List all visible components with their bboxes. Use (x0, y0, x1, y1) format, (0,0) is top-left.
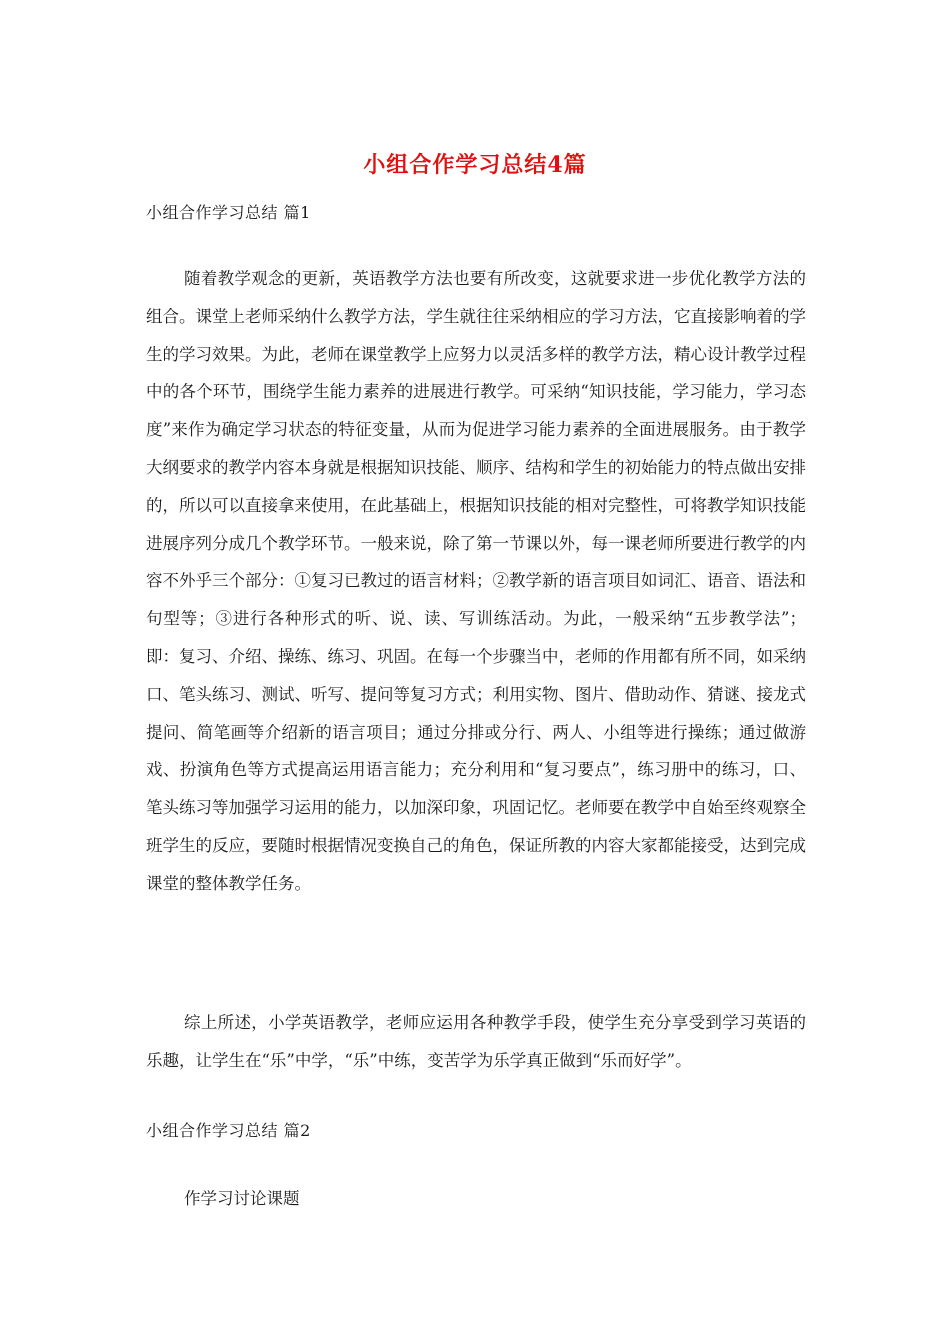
section-heading-2: 小组合作学习总结 篇2 (146, 1121, 311, 1140)
section-1-paragraph-1: 随着教学观念的更新，英语教学方法也要有所改变，这就要求进一步优化教学方法的组合。课堂上老师采纳什么教学方法，学生就往往采纳相应的学习方法，它直接影响着的学生的学习效果。为此，老师在课堂教学上应努力以灵活多样的教学方法，精心设计教学过程中的各个环节，围绕学生能力素养的进展进行教学。可采纳“知识技能，学习能力，学习态度”来作为确定学习状态的特征变量，从而为促进学习能力素养的全面进展服务。由于教学大纲要求的教学内容本身就是根据知识技能、顺序、结构和学生的初始能力的特点做出安排的，所以可以直接拿来使用，在此基础上，根据知识技能的相对完整性，可将教学知识技能进展序列分成几个教学环节。一般来说，除了第一节课以外，每一课老师所要进行教学的内容不外乎三个部分：①复习已教过的语言材料；②教学新的语言项目如词汇、语音、语法和句型等；③进行各种形式的听、说、读、写训练活动。为此，一般采纳“五步教学法”；即：复习、介绍、操练、练习、巩固。在每一个步骤当中，老师的作用都有所不同，如采纳口、笔头练习、测试、听写、提问等复习方式；利用实物、图片、借助动作、猜谜、接龙式提问、简笔画等介绍新的语言项目；通过分排或分行、两人、小组等进行操练；通过做游戏、扮演角色等方式提高运用语言能力；充分利用和“复习要点”，练习册中的练习，口、笔头练习等加强学习运用的能力，以加深印象，巩固记忆。老师要在教学中自始至终观察全班学生的反应，要随时根据情况变换自己的角色，保证所教的内容大家都能接受，达到完成课堂的整体教学任务。 (146, 269, 806, 893)
document-title: 小组合作学习总结4篇 (363, 152, 587, 178)
section-2-paragraph-1: 作学习讨论课题 (184, 1189, 300, 1208)
section-heading-1: 小组合作学习总结 篇1 (146, 203, 311, 222)
section-1-paragraph-2: 综上所述，小学英语教学，老师应运用各种教学手段，使学生充分享受到学习英语的乐趣，让学生在“乐”中学，“乐”中练，变苦学为乐学真正做到“乐而好学”。 (146, 1013, 806, 1070)
